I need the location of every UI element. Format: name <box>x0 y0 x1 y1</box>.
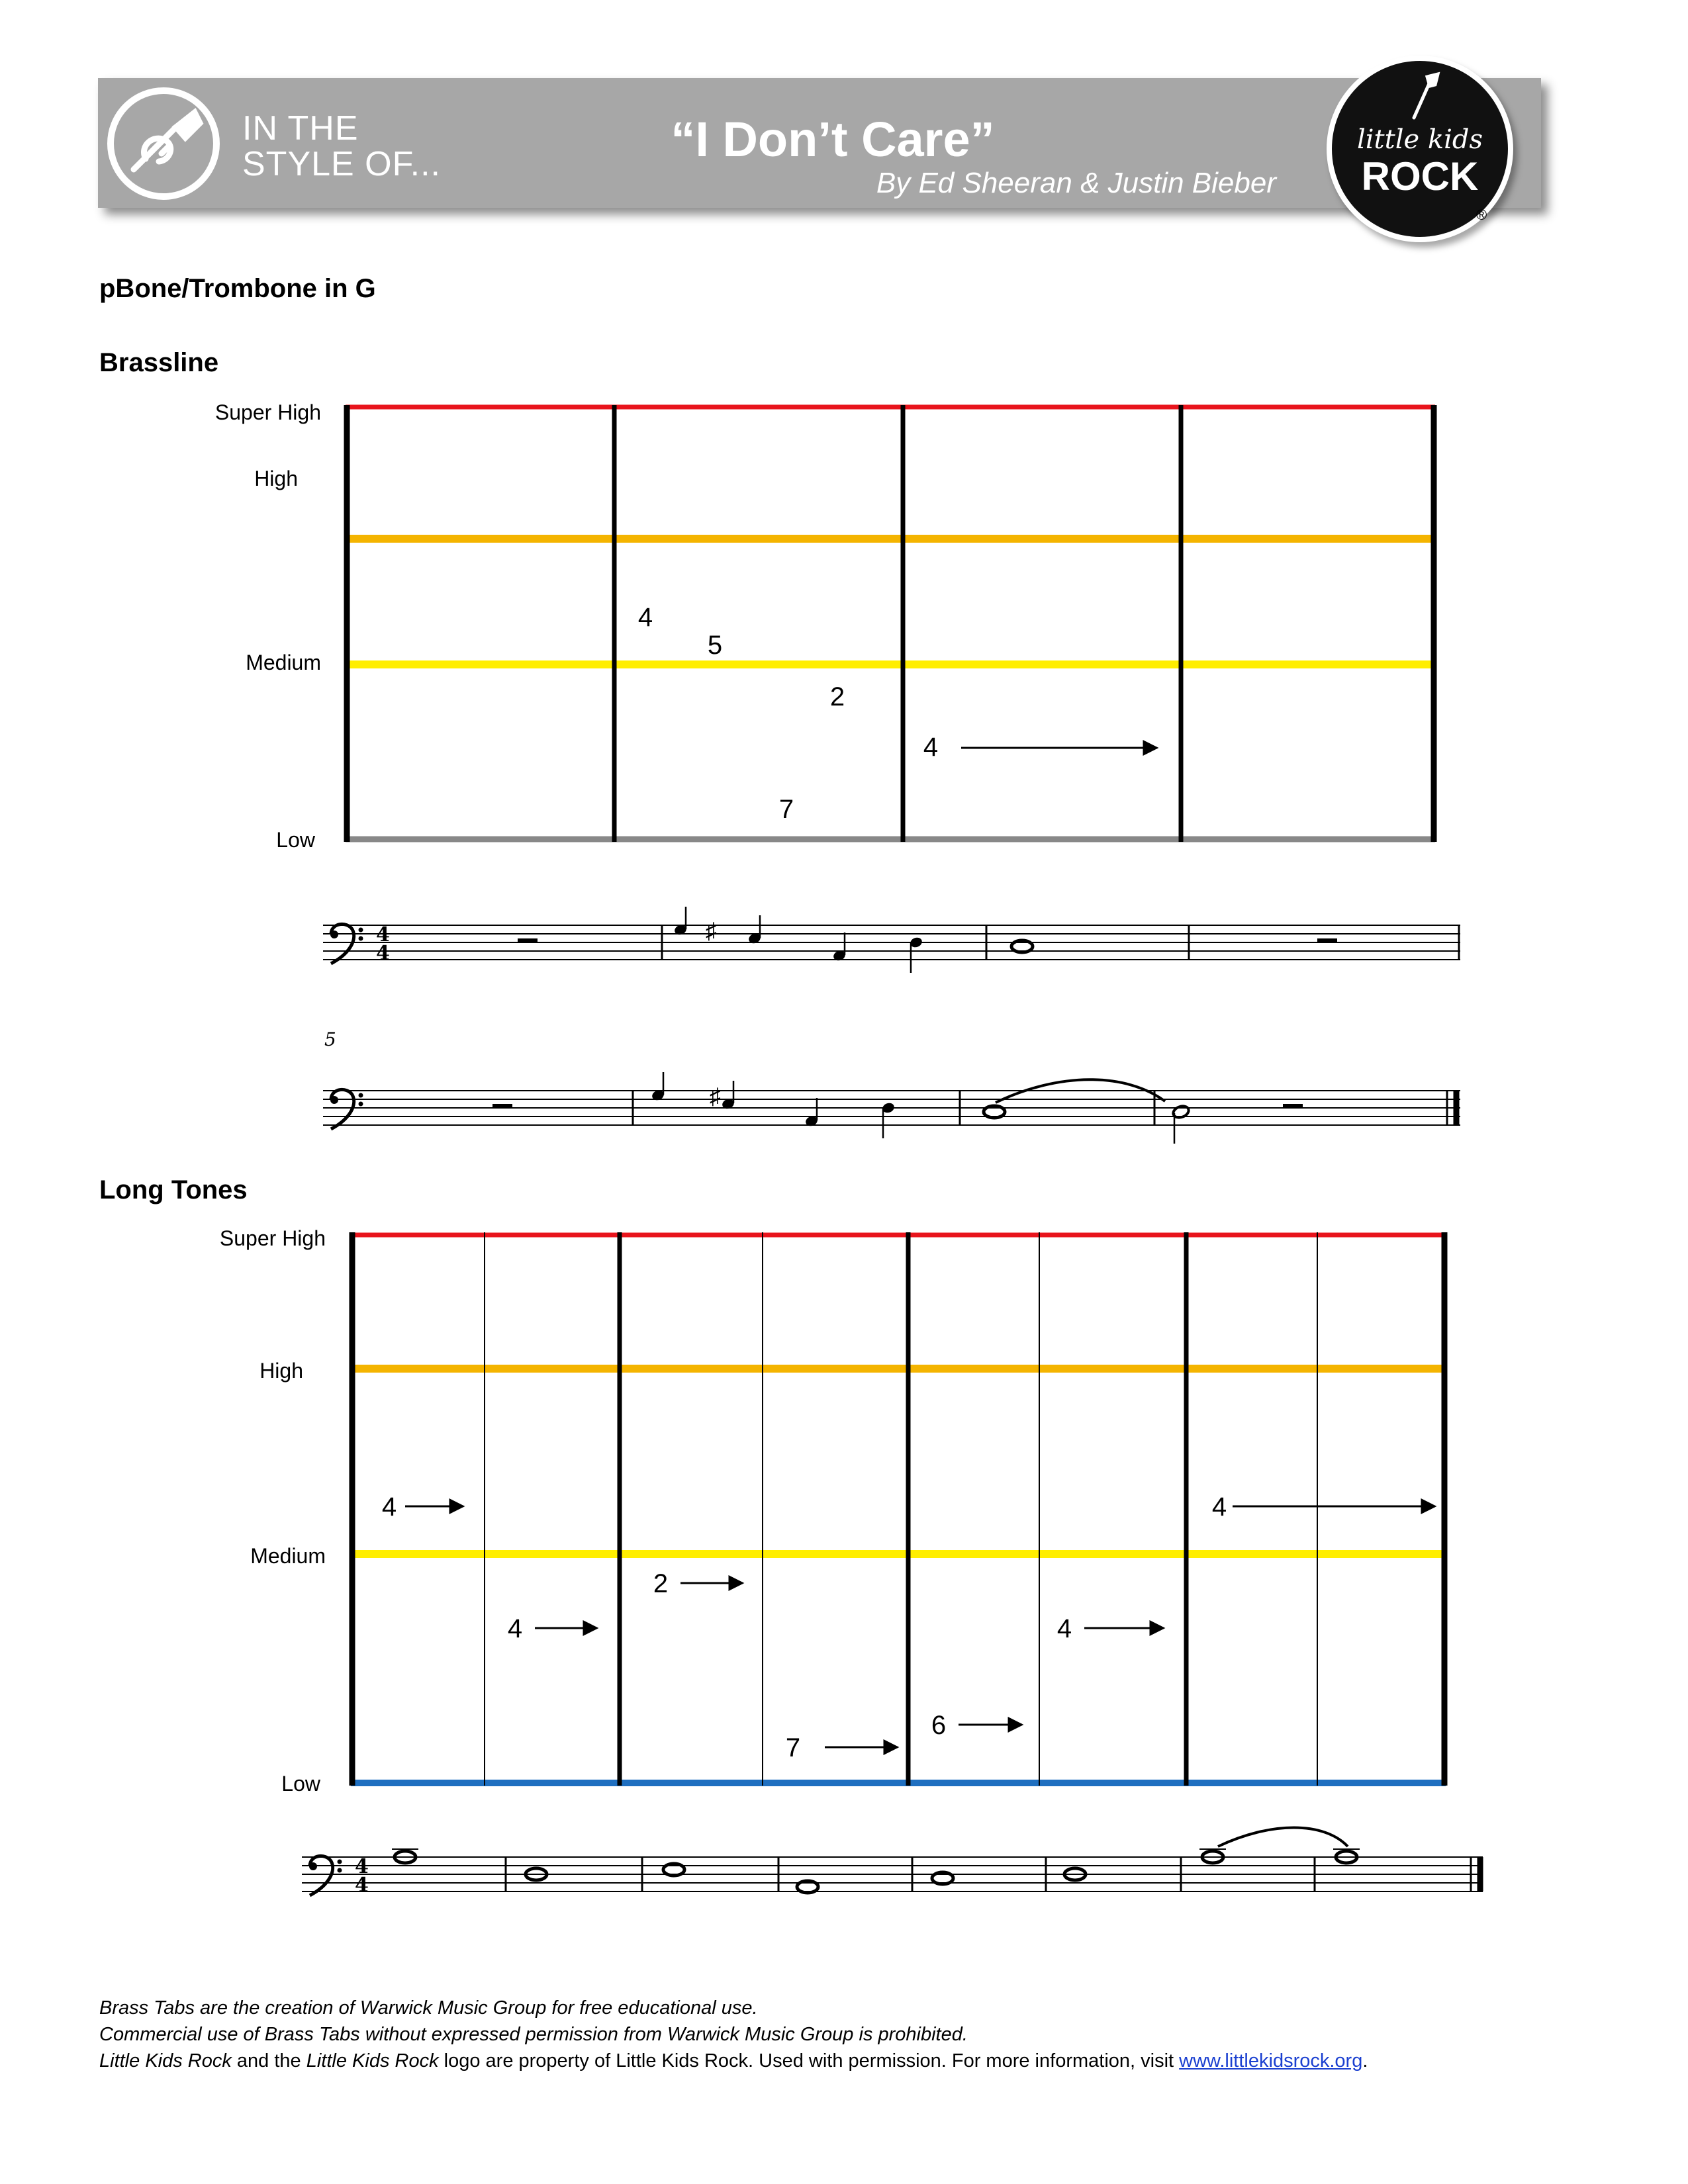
whole-rest <box>1317 938 1337 943</box>
footer-text: logo are property of Little Kids Rock. Used with permission. For more information, visit <box>438 2050 1180 2071</box>
long-tones-staff <box>302 1828 1483 1897</box>
quarter-note <box>651 1072 665 1102</box>
brassline-label-high: High <box>254 467 298 490</box>
quarter-note <box>673 907 688 936</box>
long-tones-tab-number: 4 <box>1056 1614 1072 1643</box>
brassline-label-super-high: Super High <box>214 400 321 424</box>
quarter-note <box>881 1101 896 1138</box>
time-signature-bottom: 4 <box>355 1874 369 1897</box>
style-of-line1: IN THE <box>242 109 359 148</box>
song-title: “I Don’t Care” <box>671 112 995 167</box>
style-of-line2: STYLE OF... <box>242 145 441 183</box>
bass-clef-icon <box>309 1856 342 1895</box>
brassline-tab-number: 4 <box>637 603 653 632</box>
brassline-tab-number: 2 <box>829 682 845 711</box>
instrument-heading: pBone/Trombone in G <box>99 274 376 303</box>
logo-text-top: little kids <box>1356 124 1483 155</box>
long-tones-tab-number: 2 <box>653 1569 669 1598</box>
long-tones-tab-number: 7 <box>785 1733 801 1762</box>
website-link[interactable]: www.littlekidsrock.org <box>1179 2050 1363 2071</box>
long-tones-tab-number: 4 <box>381 1492 397 1522</box>
quarter-note <box>832 933 847 962</box>
half-rest <box>1283 1104 1303 1109</box>
brassline-heading: Brassline <box>99 348 219 377</box>
brassline-label-medium: Medium <box>246 651 321 674</box>
footer-brand: Little Kids Rock <box>306 2050 439 2071</box>
long-tones-label-medium: Medium <box>250 1544 326 1568</box>
quarter-note <box>747 915 762 945</box>
footer-line-3 <box>99 2050 1368 2072</box>
quarter-note <box>909 936 923 973</box>
bass-clef-icon <box>330 1089 363 1129</box>
long-tones-tab <box>220 1226 1446 1796</box>
brassline-tab <box>215 400 1435 852</box>
footer-line-2: Commercial use of Brass Tabs without expressed permission from Warwick Music Group is prohibited. <box>99 2024 968 2045</box>
whole-rest <box>518 938 538 943</box>
bass-clef-icon <box>330 924 363 964</box>
quarter-note <box>804 1098 819 1128</box>
long-tones-tab-number: 4 <box>507 1614 523 1643</box>
sharp-sign: ♯ <box>710 1084 721 1109</box>
song-byline: By Ed Sheeran & Justin Bieber <box>876 167 1276 199</box>
brassline-staff-1 <box>323 907 1460 973</box>
footer-text: and the <box>231 2050 306 2071</box>
long-tones-label-super-high: Super High <box>219 1226 326 1250</box>
long-tones-label-high: High <box>259 1359 303 1383</box>
time-signature-top: 4 <box>355 1855 369 1878</box>
registered-mark: ® <box>1476 206 1487 223</box>
brassline-tab-number: 7 <box>778 795 794 824</box>
half-note <box>1172 1104 1190 1144</box>
long-tones-label-low: Low <box>281 1772 320 1796</box>
logo-text-rock: ROCK <box>1361 154 1479 199</box>
long-tones-tab-number: 6 <box>931 1711 947 1740</box>
long-tones-heading: Long Tones <box>99 1175 248 1205</box>
brassline-tab-number: 4 <box>923 733 939 762</box>
time-signature-top: 4 <box>376 923 390 946</box>
footer-line-1: Brass Tabs are the creation of Warwick Music Group for free educational use. <box>99 1997 758 2019</box>
footer-brand: Little Kids Rock <box>99 2050 232 2071</box>
footer-period: . <box>1362 2050 1368 2071</box>
sharp-sign: ♯ <box>706 919 717 944</box>
brassline-label-low: Low <box>276 828 315 852</box>
tie <box>1218 1828 1348 1847</box>
brassline-staff-2 <box>323 1028 1460 1144</box>
brassline-tab-number: 5 <box>707 631 723 660</box>
long-tones-tab-number: 4 <box>1211 1492 1227 1522</box>
time-signature-bottom: 4 <box>376 942 390 965</box>
whole-rest <box>492 1104 512 1109</box>
quarter-note <box>721 1081 735 1111</box>
measure-number: 5 <box>324 1028 336 1050</box>
